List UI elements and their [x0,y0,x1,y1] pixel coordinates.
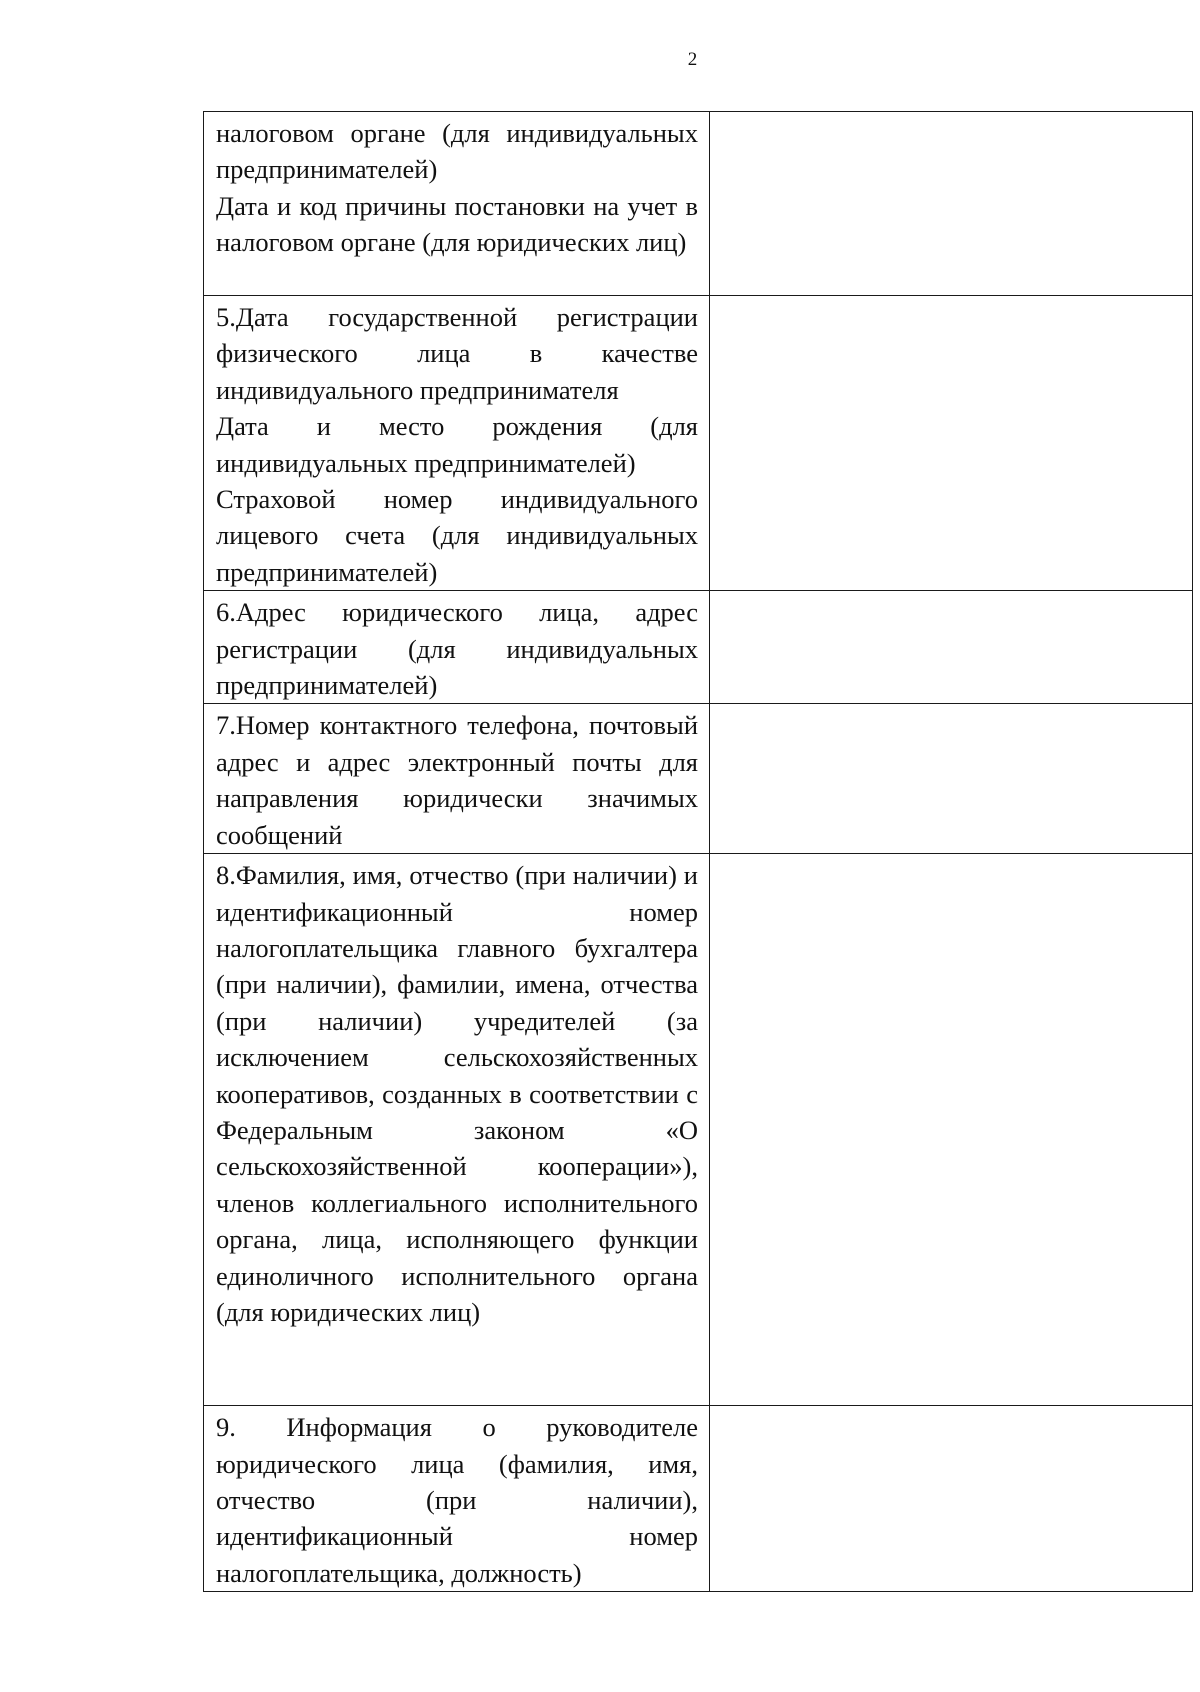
table-row [204,704,1193,854]
row-label-paragraph: Дата и место рождения (для индивидуальных предпринимателей) [216,411,698,478]
table-row [204,112,1193,296]
row-label-paragraph: 9. Информация о руководителе юридического лица (фамилия, имя, отчество (при наличии), идентификационный номер налогоплательщика, должность) [216,1412,698,1588]
row-label-paragraph: 8.Фамилия, имя, отчество (при наличии) и идентификационный номер налогоплательщика главного бухгалтера (при наличии), фамилии, имена, отчества (при наличии) учредителей (за исключением сельскохозяйственных кооперативов, созданных в соответствии с Федеральным законом «О сельскохозяйственной кооперации»), членов коллегиального исполнительного органа, лица, исполняющего функции единоличного исполнительного органа (для юридических лиц) [216,860,698,1327]
row-label-cell [204,296,710,591]
row-label-paragraph: 7.Номер контактного телефона, почтовый адрес и адрес электронный почты для направления юридически значимых сообщений [216,710,698,850]
row-label-paragraph: Страховой номер индивидуального лицевого счета (для индивидуальных предпринимателей) [216,484,698,587]
row-label-cell [204,591,710,704]
table-row [204,296,1193,591]
table-row [204,854,1193,1406]
row-label-paragraph: налоговом органе (для индивидуальных предпринимателей) [216,118,698,185]
table-row [204,591,1193,704]
row-label-cell [204,854,710,1406]
row-value-cell[interactable] [710,1406,1193,1592]
row-label-text [216,115,698,261]
row-value-cell[interactable] [710,296,1193,591]
row-label-cell [204,704,710,854]
row-label-text [216,594,698,703]
row-value-cell[interactable] [710,704,1193,854]
row-value-cell[interactable] [710,591,1193,704]
row-label-text [216,857,698,1330]
row-label-paragraph: Дата и код причины постановки на учет в налоговом органе (для юридических лиц) [216,190,698,258]
row-label-text [216,299,698,590]
row-label-cell [204,112,710,296]
row-label-paragraph: 5.Дата государственной регистрации физического лица в качестве индивидуального предпринимателя [216,302,698,405]
page-number: 2 [687,49,698,70]
row-value-cell[interactable] [710,112,1193,296]
row-value-cell[interactable] [710,854,1193,1406]
row-label-paragraph: 6.Адрес юридического лица, адрес регистрации (для индивидуальных предпринимателей) [216,597,698,701]
row-label-text [216,1409,698,1591]
row-label-text [216,707,698,853]
table-row [204,1406,1193,1592]
form-table [203,111,1193,1592]
row-label-cell [204,1406,710,1592]
